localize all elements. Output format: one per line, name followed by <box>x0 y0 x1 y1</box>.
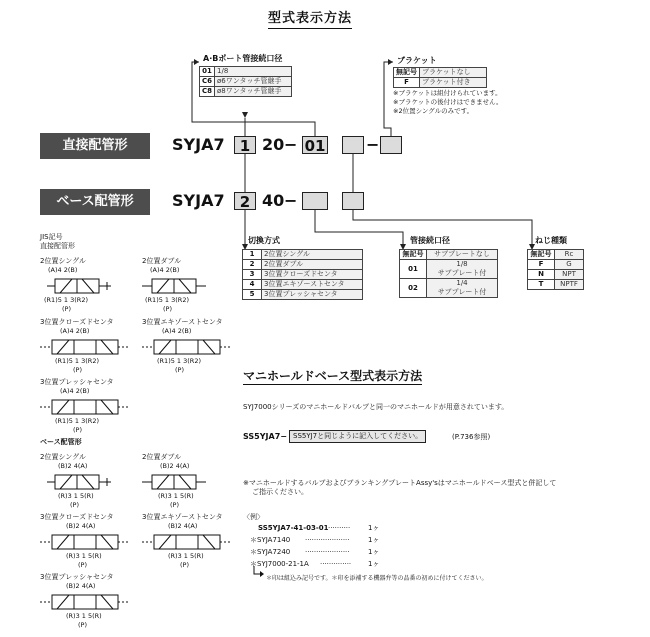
symbol-top-ports: (A)4 2(B) <box>150 266 180 274</box>
table-value: Rc <box>555 250 584 260</box>
symbol-p-port: (P) <box>78 621 87 629</box>
switching-heading: 切換方式 <box>248 236 280 245</box>
table-key: 2 <box>243 260 262 270</box>
table-value: ø8ワンタッチ管継手 <box>215 87 292 97</box>
table-value: NPTF <box>555 280 584 290</box>
table-key: 01 <box>200 67 215 77</box>
symbol-caption: 3位置プレッシャセンタ <box>40 573 114 581</box>
table-value: サブプレート付 <box>437 269 487 277</box>
table-key: C6 <box>200 77 215 87</box>
example-leader: ···················· <box>305 548 350 556</box>
bracket-note: ※ブラケットは組付けられています。 <box>393 89 502 97</box>
table-key: 3 <box>243 270 262 280</box>
table-row <box>243 250 363 260</box>
table-row <box>243 270 363 280</box>
manifold-note: ※マニホールドするバルブおよびブランキングプレートAssy'sはマニホールドベース型式と併記して <box>243 479 557 487</box>
symbol-bottom-ports: (R)3 1 5(R) <box>158 492 194 500</box>
pipe-port-heading: 管接続口径 <box>410 236 450 245</box>
table-key: F <box>394 78 420 88</box>
direct-mid: 20 <box>262 135 285 154</box>
valve-symbol-icon <box>38 591 133 613</box>
symbol-bottom-ports: (R)3 1 5(R) <box>66 552 102 560</box>
valve-symbol-icon <box>45 275 120 297</box>
table-row <box>243 260 363 270</box>
symbol-bottom-ports: (R1)5 1 3(R2) <box>44 296 88 304</box>
jis-heading: JIS記号 <box>40 233 63 241</box>
valve-symbol-icon <box>38 396 133 418</box>
table-value: サブプレートなし <box>427 250 498 260</box>
table-value: 1/4 <box>456 279 468 287</box>
table-value: NPT <box>555 270 584 280</box>
table-row <box>528 280 584 290</box>
table-key: 1 <box>243 250 262 260</box>
table-value: 2位置シングル <box>262 250 363 260</box>
connector-lines <box>0 0 650 260</box>
thread-table <box>527 249 584 290</box>
table-key: 01 <box>400 260 427 279</box>
manifold-note: ご指示ください。 <box>252 488 308 496</box>
table-row <box>400 279 498 298</box>
symbol-bottom-ports: (R1)5 1 3(R2) <box>55 357 99 365</box>
table-row <box>400 250 498 260</box>
table-key: F <box>528 260 555 270</box>
valve-symbol-icon <box>140 336 235 358</box>
manifold-footnote: ＊印は組込み記号です。＊印を添補する機器弁等の品番の初めに付けてください。 <box>266 575 488 582</box>
manifold-desc: SYJ7000シリーズのマニホールドバルブと同一のマニホールドが用意されています。 <box>243 403 509 411</box>
table-value: サブプレート付 <box>437 288 487 296</box>
example-leader: ···················· <box>305 536 350 544</box>
table-key: 無記号 <box>400 250 427 260</box>
table-value: 3位置エキゾーストセンタ <box>262 280 363 290</box>
jis-direct-heading: 直接配管形 <box>40 242 75 250</box>
table-value: 2位置ダブル <box>262 260 363 270</box>
symbol-caption: 2位置シングル <box>40 453 86 461</box>
direct-dash: − <box>284 135 298 154</box>
example-item: ＊SYJ7000-21-1A <box>250 560 309 568</box>
symbol-p-port: (P) <box>163 305 172 313</box>
symbol-top-ports: (B)2 4(A) <box>58 462 88 470</box>
table-key: N <box>528 270 555 280</box>
symbol-p-port: (P) <box>170 501 179 509</box>
table-key: C8 <box>200 87 215 97</box>
example-qty: 1ヶ <box>368 524 380 532</box>
symbol-caption: 2位置ダブル <box>142 453 182 461</box>
symbol-caption: 3位置プレッシャセンタ <box>40 378 114 386</box>
table-key: 02 <box>400 279 427 298</box>
example-qty: 1ヶ <box>368 548 380 556</box>
table-row <box>243 290 363 300</box>
bracket-note: ※2位置シングルのみです。 <box>393 107 474 115</box>
symbol-p-port: (P) <box>70 501 79 509</box>
arrow-icon <box>252 566 266 580</box>
symbol-top-ports: (B)2 4(A) <box>66 582 96 590</box>
symbol-p-port: (P) <box>180 561 189 569</box>
example-qty: 1ヶ <box>368 536 380 544</box>
table-key: 4 <box>243 280 262 290</box>
symbol-p-port: (P) <box>175 366 184 374</box>
table-row <box>528 270 584 280</box>
valve-symbol-icon <box>140 531 235 553</box>
symbol-top-ports: (A)4 2(B) <box>60 327 90 335</box>
table-value: ブラケットなし <box>420 68 487 78</box>
symbol-top-ports: (B)2 4(A) <box>66 522 96 530</box>
symbol-caption: 3位置エキゾーストセンタ <box>142 513 223 521</box>
example-leader: ·········· <box>328 524 351 532</box>
symbol-bottom-ports: (R)3 1 5(R) <box>66 612 102 620</box>
manifold-code: SS5YJA7− <box>243 432 287 441</box>
manifold-code-box: SS5YJ7と同じように記入してください。 <box>289 430 426 443</box>
symbol-top-ports: (B)2 4(A) <box>168 522 198 530</box>
table-value: ブラケット付き <box>420 78 487 88</box>
direct-label: 直接配管形 <box>40 133 150 159</box>
example-item: SS5YJA7-41-03-01 <box>258 524 329 532</box>
direct-prefix: SYJA7 <box>172 135 225 154</box>
port-size-heading: A·Bポート管接続口径 <box>203 54 283 63</box>
symbol-top-ports: (A)4 2(B) <box>162 327 192 335</box>
symbol-p-port: (P) <box>73 366 82 374</box>
symbol-caption: 2位置ダブル <box>142 257 182 265</box>
table-row <box>243 280 363 290</box>
symbol-caption: 3位置クローズドセンタ <box>40 513 114 521</box>
base-dash: − <box>284 191 298 210</box>
thread-heading: ねじ種類 <box>535 236 567 245</box>
symbol-bottom-ports: (R1)5 1 3(R2) <box>145 296 189 304</box>
symbol-top-ports: (A)4 2(B) <box>48 266 78 274</box>
table-key: 5 <box>243 290 262 300</box>
base-switch-code: 2 <box>234 192 256 210</box>
base-mid: 40 <box>262 191 285 210</box>
example-item: ＊SYJA7240 <box>250 548 291 556</box>
symbol-caption: 3位置クローズドセンタ <box>40 318 114 326</box>
table-value: 1/8 <box>456 260 468 268</box>
table-key: 無記号 <box>394 68 420 78</box>
table-key: 無記号 <box>528 250 555 260</box>
symbol-bottom-ports: (R1)5 1 3(R2) <box>55 417 99 425</box>
symbol-top-ports: (A)4 2(B) <box>60 387 90 395</box>
table-row <box>400 260 498 279</box>
symbol-caption: 2位置シングル <box>40 257 86 265</box>
bracket-heading: ブラケット <box>397 56 437 65</box>
symbol-bottom-ports: (R1)5 1 3(R2) <box>157 357 201 365</box>
symbol-bottom-ports: (R)3 1 5(R) <box>168 552 204 560</box>
manifold-ref: (P.736参照) <box>452 433 491 441</box>
switching-table <box>242 249 363 300</box>
symbol-p-port: (P) <box>62 305 71 313</box>
table-value: 3位置プレッシャセンタ <box>262 290 363 300</box>
table-value: 1/8 <box>215 67 292 77</box>
direct-switch-code: 1 <box>234 136 256 154</box>
example-qty: 1ヶ <box>368 560 380 568</box>
manifold-heading: マニホールドベース型式表示方法 <box>243 369 423 383</box>
table-value: ø6ワンタッチ管継手 <box>215 77 292 87</box>
valve-symbol-icon <box>38 336 133 358</box>
base-prefix: SYJA7 <box>172 191 225 210</box>
symbol-p-port: (P) <box>73 426 82 434</box>
valve-symbol-icon <box>45 471 120 493</box>
direct-dash2: − <box>366 135 380 154</box>
example-heading: 〈例〉 <box>243 513 264 521</box>
valve-symbol-icon <box>38 531 133 553</box>
example-leader: ·············· <box>320 560 352 568</box>
symbol-top-ports: (B)2 4(A) <box>160 462 190 470</box>
symbol-bottom-ports: (R)3 1 5(R) <box>58 492 94 500</box>
valve-symbol-icon <box>140 471 215 493</box>
base-label: ベース配管形 <box>40 189 150 215</box>
direct-port-code: 01 <box>302 136 328 154</box>
table-row <box>528 250 584 260</box>
bracket-note: ※ブラケットの後付けはできません。 <box>393 98 503 106</box>
table-key: T <box>528 280 555 290</box>
symbol-p-port: (P) <box>78 561 87 569</box>
table-row <box>528 260 584 270</box>
pipe-port-table <box>399 249 498 298</box>
jis-base-heading: ベース配管形 <box>40 438 82 446</box>
table-value: 3位置クローズドセンタ <box>262 270 363 280</box>
table-value: G <box>555 260 584 270</box>
page-title: 型式表示方法 <box>268 7 352 29</box>
example-item: ＊SYJA7140 <box>250 536 291 544</box>
symbol-caption: 3位置エキゾーストセンタ <box>142 318 223 326</box>
valve-symbol-icon <box>140 275 215 297</box>
